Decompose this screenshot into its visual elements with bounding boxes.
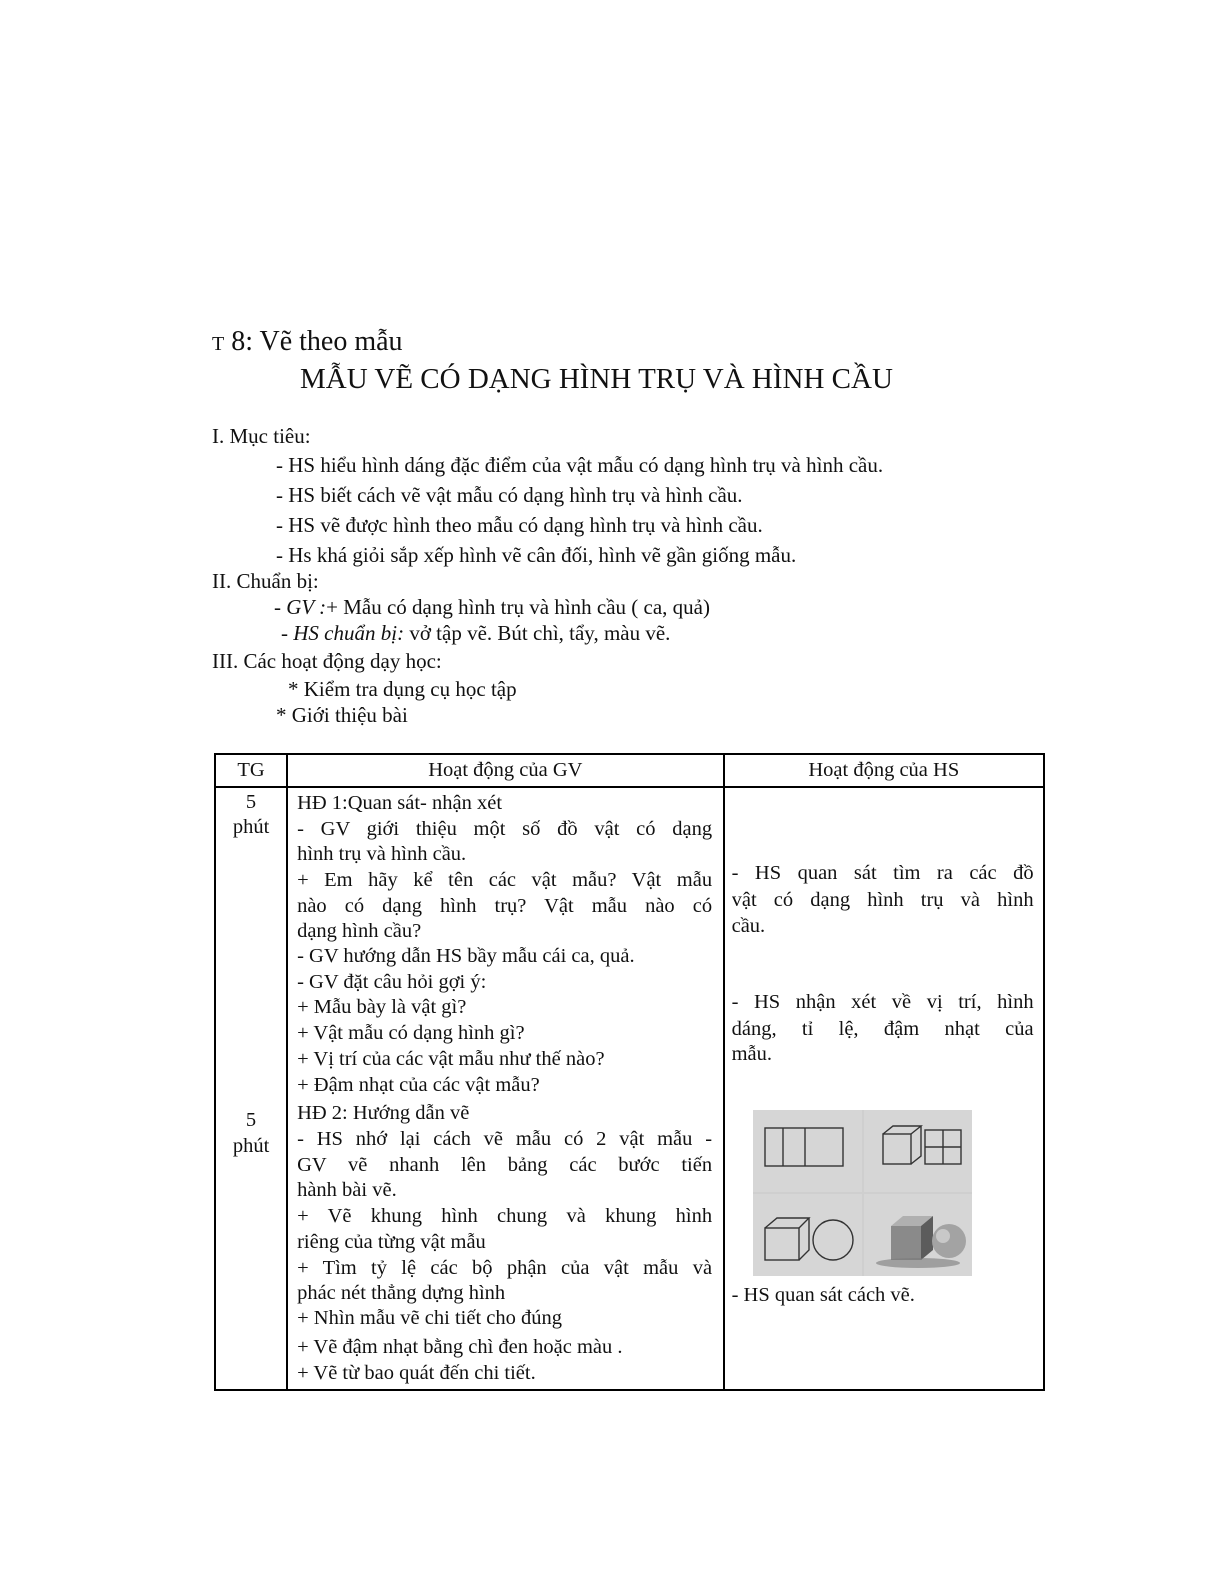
gv-line: + Vật mẫu có dạng hình gì? xyxy=(297,1022,525,1044)
lesson-title xyxy=(212,326,403,360)
section-preparation-heading: II. Chuẩn bị: xyxy=(212,569,319,593)
preparation-hs: - HS chuẩn bị: vở tập vẽ. Bút chì, tẩy, màu vẽ. xyxy=(281,621,671,645)
time-cell xyxy=(215,787,287,1390)
time-1-unit: phút xyxy=(232,816,270,838)
lesson-title-text: 8: Vẽ theo mẫu xyxy=(231,326,403,357)
hs-line: - HS quan sát cách vẽ. xyxy=(731,1284,915,1306)
objective-item: - HS biết cách vẽ vật mẫu có dạng hình trụ và hình cầu. xyxy=(276,483,743,507)
hs-line: - HS quan sát tìm ra các đồ xyxy=(731,862,1034,884)
gv-line: + Nhìn mẫu vẽ chi tiết cho đúng xyxy=(297,1307,562,1329)
activity-item: * Giới thiệu bài xyxy=(276,703,408,727)
time-1-number: 5 xyxy=(245,791,257,813)
gv-line: - HS nhớ lại cách vẽ mẫu có 2 vật mẫu - xyxy=(297,1128,713,1150)
gv-line: + Em hãy kể tên các vật mẫu? Vật mẫu xyxy=(297,869,713,891)
hs-line: mẫu. xyxy=(731,1043,773,1065)
header-tg: TG xyxy=(215,754,287,787)
gv-text: + Mẫu có dạng hình trụ và hình cầu ( ca, quả) xyxy=(326,595,710,619)
gv-line: hình trụ và hình cầu. xyxy=(297,843,467,865)
gv-line: + Mẫu bày là vật gì? xyxy=(297,996,467,1018)
activity-item: * Kiểm tra dụng cụ học tập xyxy=(288,677,517,701)
gv-line: nào có dạng hình trụ? Vật mẫu nào có xyxy=(297,895,713,917)
header-hs: Hoạt động của HS xyxy=(724,754,1044,787)
gv-line: HĐ 2: Hướng dẫn vẽ xyxy=(297,1102,470,1124)
hs-line: - HS nhận xét về vị trí, hình xyxy=(731,991,1034,1013)
main-title: MẪU VẼ CÓ DẠNG HÌNH TRỤ VÀ HÌNH CẦU xyxy=(300,363,893,395)
gv-line: phác nét thẳng dựng hình xyxy=(297,1282,506,1304)
gv-line: - GV giới thiệu một số đồ vật có dạng xyxy=(297,818,713,840)
table-row xyxy=(215,787,1044,1390)
lesson-plan-table xyxy=(214,753,1045,1391)
gv-activity-cell xyxy=(287,787,724,1390)
gv-line: hành bài vẽ. xyxy=(297,1179,397,1201)
gv-line: + Đậm nhạt của các vật mẫu? xyxy=(297,1074,540,1096)
gv-line: GV vẽ nhanh lên bảng các bước tiến xyxy=(297,1154,713,1176)
hs-text: vở tập vẽ. Bút chì, tẩy, màu vẽ. xyxy=(404,621,671,645)
drawing-steps-illustration xyxy=(753,1110,972,1276)
objective-item: - Hs khá giỏi sắp xếp hình vẽ cân đối, hình vẽ gần giống mẫu. xyxy=(276,543,797,567)
gv-line: HĐ 1:Quan sát- nhận xét xyxy=(297,792,503,814)
time-2-unit: phút xyxy=(232,1135,270,1157)
gv-line: + Vẽ khung hình chung và khung hình xyxy=(297,1205,713,1227)
hs-label: HS chuẩn bị: xyxy=(293,621,405,645)
gv-line: + Vị trí của các vật mẫu như thế nào? xyxy=(297,1048,605,1070)
header-gv: Hoạt động của GV xyxy=(287,754,724,787)
objective-item: - HS hiểu hình dáng đặc điểm của vật mẫu có dạng hình trụ và hình cầu. xyxy=(276,453,884,477)
gv-label: GV : xyxy=(286,595,327,619)
hs-line: cầu. xyxy=(731,915,766,937)
lesson-prefix: T xyxy=(212,333,225,355)
gv-line: + Vẽ đậm nhạt bằng chì đen hoặc màu . xyxy=(297,1336,623,1358)
gv-line: - GV đặt câu hỏi gợi ý: xyxy=(297,971,487,993)
time-2-number: 5 xyxy=(245,1109,257,1131)
section-activities-heading: III. Các hoạt động dạy học: xyxy=(212,649,442,673)
objective-item: - HS vẽ được hình theo mẫu có dạng hình trụ và hình cầu. xyxy=(276,513,763,537)
hs-line: vật có dạng hình trụ và hình xyxy=(731,889,1034,911)
gv-line: - GV hướng dẫn HS bầy mẫu cái ca, quả. xyxy=(297,945,635,967)
table-header-row xyxy=(215,754,1044,787)
preparation-gv: - GV :+ Mẫu có dạng hình trụ và hình cầu ( ca, quả) xyxy=(274,595,710,619)
gv-line: dạng hình cầu? xyxy=(297,920,422,942)
section-objectives-heading: I. Mục tiêu: xyxy=(212,424,311,448)
hs-line: dáng, tỉ lệ, đậm nhạt của xyxy=(731,1018,1034,1040)
gv-line: + Vẽ từ bao quát đến chi tiết. xyxy=(297,1362,536,1384)
gv-line: + Tìm tỷ lệ các bộ phận của vật mẫu và xyxy=(297,1257,713,1279)
gv-line: riêng của từng vật mẫu xyxy=(297,1231,486,1253)
hs-activity-cell xyxy=(724,787,1044,1390)
